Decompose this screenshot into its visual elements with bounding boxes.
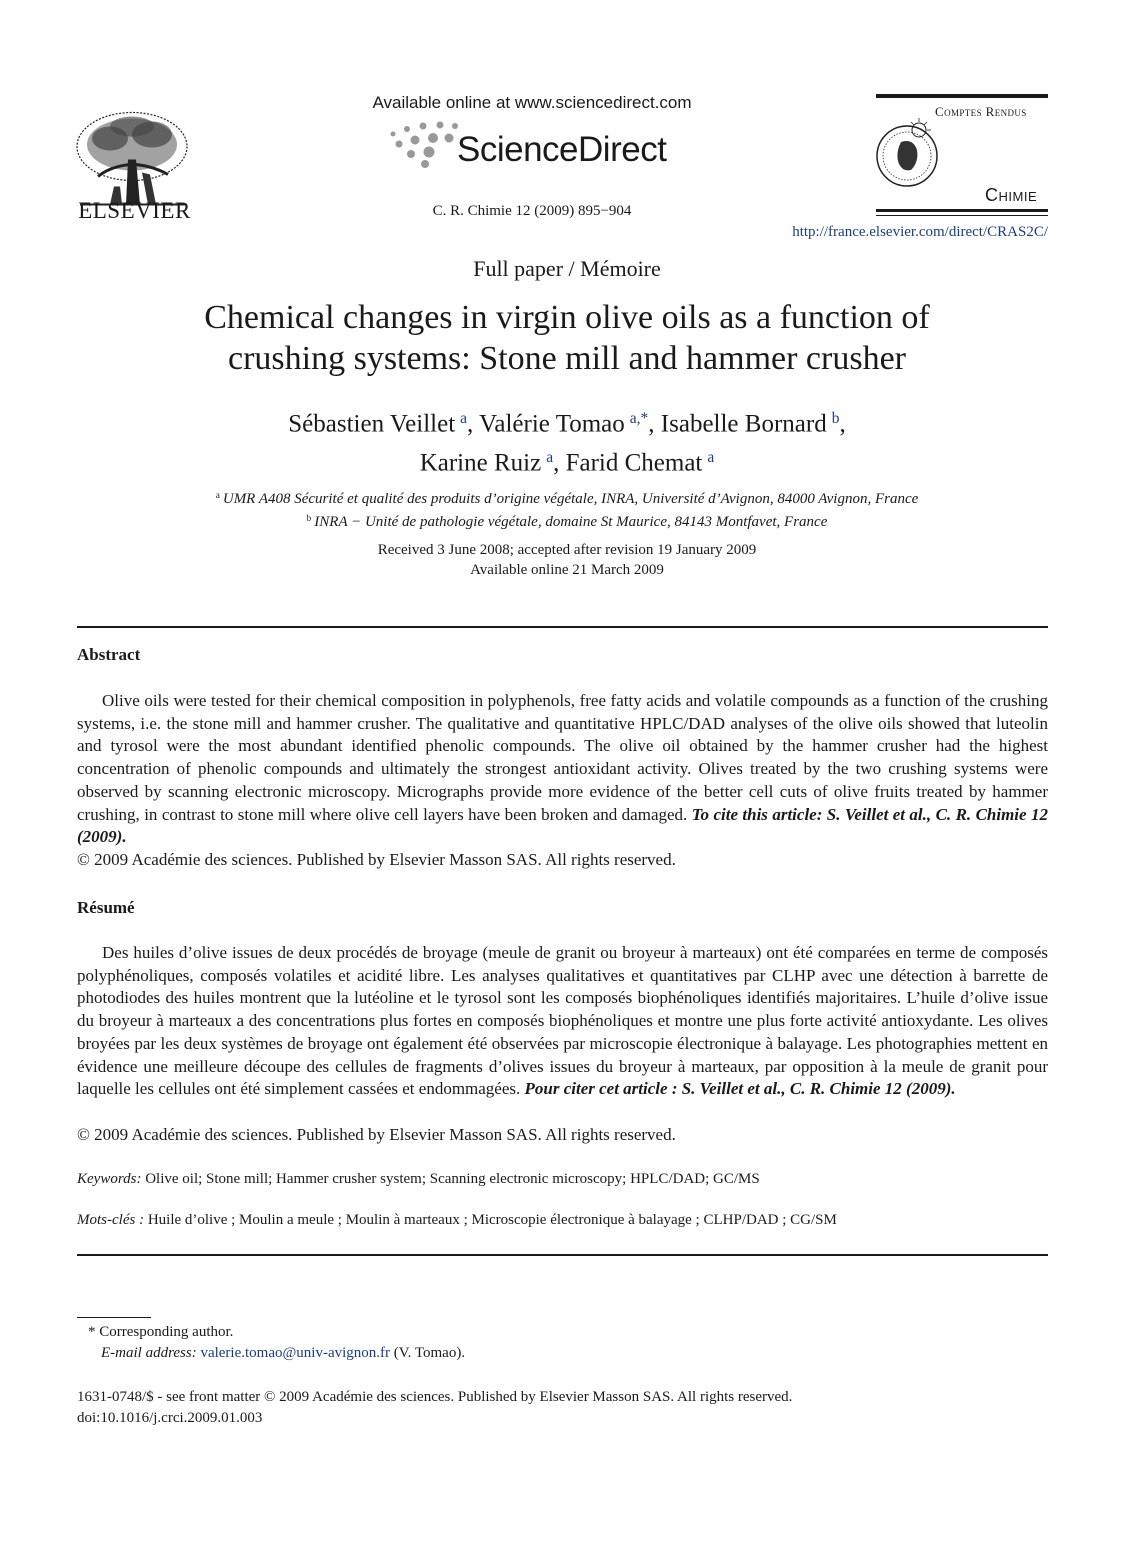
- journal-reference: C. R. Chimie 12 (2009) 895−904: [432, 203, 632, 219]
- abstract-cite: To cite this article: S. Veillet et al., C. R. Chimie 12 (2009).: [77, 804, 1048, 847]
- journal-url-link[interactable]: http://france.elsevier.com/direct/CRAS2C/: [792, 224, 1048, 240]
- author-name: Valérie Tomao: [479, 410, 625, 438]
- title-line-2: crushing systems: Stone mill and hammer crusher: [228, 340, 906, 377]
- footnote-rule: [77, 1317, 151, 1318]
- abstract-top-rule: [77, 626, 1048, 628]
- author-affiliation-link[interactable]: a,*: [629, 410, 649, 427]
- affiliation-b: $^b$ INRA − Unité de pathologie végétale, domaine St Maurice, 84143 Montfavet, France: [306, 514, 828, 531]
- doi-line: doi:10.1016/j.crci.2009.01.003: [77, 1410, 263, 1426]
- affiliation-a: $^a$ UMR A408 Sécurité et qualité des produits d’origine végétale, INRA, Université d’Avignon, 84000 Avignon, France: [215, 491, 919, 508]
- author-name: Sébastien Veillet: [288, 410, 456, 438]
- received-date: Received 3 June 2008; accepted after revision 19 January 2009: [377, 542, 757, 558]
- available-online-text: Available online at www.sciencedirect.com: [372, 93, 692, 112]
- author-email-link[interactable]: valerie.tomao@univ-avignon.fr: [200, 1345, 391, 1361]
- keywords-bottom-rule: [77, 1254, 1048, 1256]
- author-list: Sébastien Veillet $^a$, Valérie Tomao $^{a,*}$, Isabelle Bornard $^b$, Karine Ruiz $^a$, Farid Chemat $^a$: [288, 410, 846, 477]
- abstract-heading: Abstract: [77, 645, 141, 664]
- author-name: Isabelle Bornard: [660, 410, 827, 438]
- abstract-copyright: © 2009 Académie des sciences. Published by Elsevier Masson SAS. All rights reserved.: [77, 850, 676, 869]
- paper-title: [100, 297, 1034, 379]
- paper-type-label: Full paper / Mémoire: [473, 256, 661, 281]
- author-affiliation-link[interactable]: a: [707, 448, 715, 466]
- cr-top-rule: [876, 94, 1048, 98]
- author-affiliation-link[interactable]: a: [546, 448, 554, 466]
- comptes-rendus-title: Comptes Rendus: [935, 104, 1027, 119]
- mots-cles: Mots-clés : Huile d’olive ; Moulin a meule ; Moulin à marteaux ; Microscopie électronique à balayage ; CLHP/DAD ; CG/SM: [77, 1212, 837, 1228]
- available-date: Available online 21 March 2009: [470, 562, 664, 578]
- elsevier-wordmark: ELSEVIER: [78, 198, 191, 223]
- author-affiliation-link[interactable]: a: [460, 410, 468, 427]
- author-name: Farid Chemat: [565, 449, 703, 477]
- cr-bottom-rule: [876, 209, 1048, 212]
- resume-cite: Pour citer cet article : S. Veillet et al., C. R. Chimie 12 (2009).: [524, 1079, 956, 1099]
- keywords: Keywords: Olive oil; Stone mill; Hammer crusher system; Scanning electronic microscopy; HPLC/DAD; GC/MS: [77, 1171, 760, 1187]
- email-note: E-mail address: valerie.tomao@univ-avignon.fr (V. Tomao).: [101, 1345, 466, 1361]
- author-affiliation-link[interactable]: b: [831, 410, 840, 427]
- corresponding-author-note: * Corresponding author.: [88, 1324, 234, 1340]
- abstract-body: Olive oils were tested for their chemical composition in polyphenols, free fatty acids and volatile compounds as a function of the crushing systems, i.e. the stone mill and hammer crusher. The qualitative and quantitative HPLC/DAD analyses of the olive oils showed that luteolin and tyrosol were the most abundant identified phenolic compounds. The olive oil obtained by the hammer crusher had the highest concentration of phenolic compounds and ultimately the strongest antioxidant activity. Olives treated by the two crushing systems were observed by scanning electronic microscopy. Micrographs provide more evidence of the better cell cuts of olive fruits treated by hammer crushing, in contrast to stone mill where olive cell layers have been broken and damaged. To cite this article: S. Veillet et al., C. R. Chimie 12 (2009).: [77, 691, 1048, 847]
- academie-seal-icon: [873, 104, 957, 212]
- cr-bottom-rule-thin: [876, 215, 1048, 216]
- resume-body: Des huiles d’olive issues de deux procédés de broyage (meule de granit ou broyeur à marteaux) ont été comparées en terme de composés polyphénoliques, composés volatiles et acidité libre. Les analyses qualitatives et quantitatives par CLHP avec une détection à barrette de photodiodes des huiles montrent que la lutéoline et le tyrosol sont les composés biophénoliques identifiés majoritaires. L’huile d’olive issue du broyeur à marteaux a des concentrations plus fortes en composés biophénoliques et montre une plus forte activité antioxydante. Les olives broyées par les deux systèmes de broyage ont également été observées par microscopie électronique à balayage. Les photographies mettent en évidence une meilleure découpe des cellules de fragments d’olives issues du broyeur à marteaux, par opposition à la meule de granit pour laquelle les cellules ont été simplement cassées et endommagées. Pour citer cet article : S. Veillet et al., C. R. Chimie 12 (2009).: [77, 943, 1048, 1099]
- article-dates: [80, 540, 1054, 580]
- issn-line: 1631-0748/$ - see front matter © 2009 Académie des sciences. Published by Elsevier Masson SAS. All rights reserved.: [77, 1389, 793, 1405]
- comptes-rendus-subtitle: Chimie: [985, 185, 1038, 205]
- resume-copyright: © 2009 Académie des sciences. Published by Elsevier Masson SAS. All rights reserved.: [77, 1125, 676, 1144]
- sciencedirect-wordmark: ScienceDirect: [457, 130, 667, 169]
- title-line-1: Chemical changes in virgin olive oils as a function of: [204, 299, 930, 336]
- author-name: Karine Ruiz: [419, 449, 542, 477]
- resume-heading: Résumé: [77, 898, 135, 917]
- affiliations: [80, 486, 1054, 532]
